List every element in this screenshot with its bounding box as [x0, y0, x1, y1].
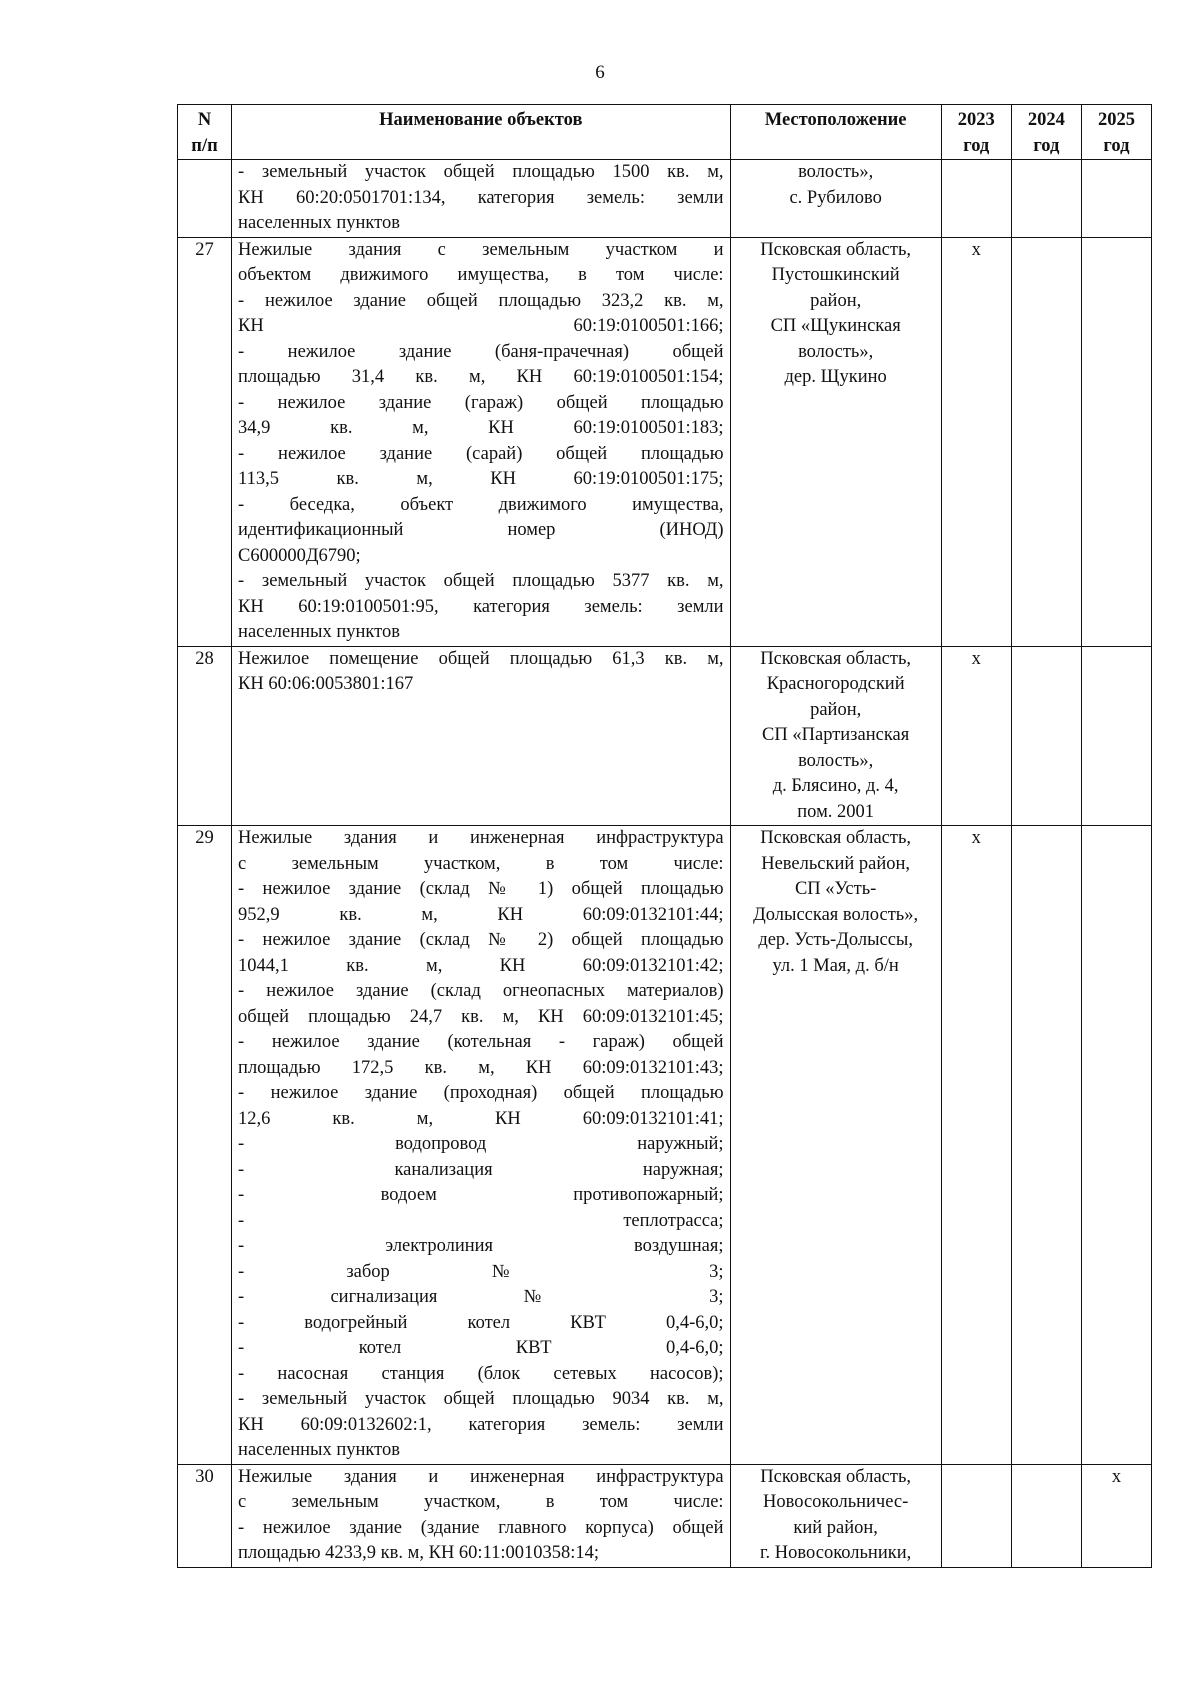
object-description-line: - нежилое здание (склад № 2) общей площадью: [238, 930, 724, 950]
row-number: 30: [178, 1464, 232, 1567]
object-location-line: Псковская область,: [760, 239, 912, 260]
year-2023-mark: x: [941, 237, 1011, 646]
object-description-line: - нежилое здание (склад огнеопасных материалов): [238, 981, 724, 1001]
object-description-line: - нежилое здание (сарай) общей площадью: [238, 443, 724, 464]
header-year-2024: [1011, 105, 1081, 160]
header-year-2024-number: 2024: [1027, 110, 1065, 130]
object-description-line: 12,6 кв. м, КН 60:09:0132101:41;: [238, 1108, 724, 1129]
object-description-line: - водогрейный котел КВТ 0,4-6,0;: [238, 1312, 724, 1333]
object-description-line: с земельным участком, в том числе:: [238, 1492, 724, 1512]
object-description-line: - нежилое здание общей площадью 323,2 кв. м,: [238, 290, 724, 311]
object-description-line: 1044,1 кв. м, КН 60:09:0132101:42;: [238, 955, 724, 976]
object-description-line: - котел КВТ 0,4-6,0;: [238, 1338, 724, 1358]
object-location-line: г. Новосокольники,: [760, 1543, 912, 1563]
object-description-line: - нежилое здание (котельная - гараж) общей: [238, 1032, 724, 1052]
object-location-line: с. Рубилово: [789, 187, 882, 208]
object-location-line: д. Блясино, д. 4,: [772, 776, 899, 796]
object-location-line: район,: [810, 699, 862, 720]
object-description-line: Нежилое помещение общей площадью 61,3 кв. м,: [238, 648, 724, 669]
object-description-line: площадью 172,5 кв. м, КН 60:09:0132101:43;: [238, 1057, 724, 1078]
object-location-line: СП «Усть-: [794, 879, 877, 899]
object-description-line: - беседка, объект движимого имущества,: [238, 494, 724, 515]
object-description-line: объектом движимого имущества, в том числе:: [238, 265, 724, 285]
object-description-line: с земельным участком, в том числе:: [238, 853, 724, 874]
object-description: [232, 237, 731, 646]
object-description-line: КН 60:19:0100501:95, категория земель: земли: [238, 596, 724, 617]
object-description-line: площадью 31,4 кв. м, КН 60:19:0100501:154;: [238, 367, 724, 387]
header-number-line1: N: [197, 110, 212, 130]
object-location-line: Красногородский: [766, 674, 905, 694]
object-description-line: Нежилые здания и инженерная инфраструктура: [238, 1466, 724, 1487]
page-number: 6: [595, 62, 605, 83]
object-description-line: - нежилое здание (баня-прачечная) общей: [238, 341, 724, 362]
object-location: [730, 1464, 941, 1567]
object-description-line: населенных пунктов: [238, 622, 400, 642]
year-2025-mark: x: [1081, 1464, 1151, 1567]
row-number: 28: [178, 646, 232, 826]
object-description: [232, 646, 731, 826]
object-description-line: С600000Д6790;: [238, 545, 361, 566]
object-description-line: идентификационный номер (ИНОД): [238, 520, 724, 540]
header-location: Местоположение: [730, 105, 941, 160]
object-location-line: кий район,: [793, 1517, 878, 1538]
object-location-line: Новосокольничес-: [763, 1492, 909, 1512]
table-row: [178, 237, 1152, 646]
object-description-line: - канализация наружная;: [238, 1159, 724, 1180]
object-location-line: волость»,: [798, 750, 874, 771]
object-description-line: КН 60:06:0053801:167: [238, 674, 414, 694]
table-row: [178, 1464, 1152, 1567]
year-2024-mark: [1011, 826, 1081, 1465]
object-description-line: 34,9 кв. м, КН 60:19:0100501:183;: [238, 418, 724, 438]
object-description: [232, 1464, 731, 1567]
object-description-line: 113,5 кв. м, КН 60:19:0100501:175;: [238, 469, 724, 489]
object-location: [730, 826, 941, 1465]
object-description-line: 952,9 кв. м, КН 60:09:0132101:44;: [238, 904, 724, 925]
object-description-line: - нежилое здание (гараж) общей площадью: [238, 392, 724, 413]
year-2025-mark: [1081, 237, 1151, 646]
header-year-2023-label: год: [963, 136, 990, 156]
year-2025-mark: [1081, 646, 1151, 826]
object-description: [232, 826, 731, 1465]
year-2023-mark: [941, 160, 1011, 238]
object-description-line: - нежилое здание (здание главного корпуса) общей: [238, 1517, 724, 1538]
row-number: 29: [178, 826, 232, 1465]
table-row: [178, 160, 1152, 238]
object-description-line: - теплотрасса;: [238, 1210, 724, 1231]
object-description-line: КН 60:20:0501701:134, категория земель: земли: [238, 187, 724, 208]
objects-table: [177, 104, 1152, 1568]
object-location-line: Псковская область,: [760, 1466, 912, 1487]
year-2024-mark: [1011, 1464, 1081, 1567]
object-description-line: - нежилое здание (склад № 1) общей площадью: [238, 879, 724, 899]
object-location-line: Пустошкинский: [771, 265, 900, 285]
object-description-line: - нежилое здание (проходная) общей площадью: [238, 1083, 724, 1103]
object-location: [730, 160, 941, 238]
object-location-line: район,: [810, 290, 862, 311]
header-object-name: Наименование объектов: [232, 105, 731, 160]
object-description-line: - забор № 3;: [238, 1261, 724, 1282]
year-2025-mark: [1081, 160, 1151, 238]
object-description-line: площадью 4233,9 кв. м, КН 60:11:0010358:14;: [238, 1543, 600, 1563]
object-location: [730, 237, 941, 646]
object-description-line: - электролиния воздушная;: [238, 1236, 724, 1256]
header-year-2025: [1081, 105, 1151, 160]
object-location-line: дер. Усть-Долыссы,: [758, 930, 913, 950]
header-year-2024-label: год: [1033, 136, 1060, 156]
object-description: [232, 160, 731, 238]
object-description-line: КН 60:09:0132602:1, категория земель: земли: [238, 1414, 724, 1435]
object-location-line: Невельский район,: [761, 853, 911, 874]
object-location-line: Долысская волость»,: [753, 904, 919, 925]
object-location-line: СП «Партизанская: [762, 725, 910, 745]
object-description-line: - водоем противопожарный;: [238, 1185, 724, 1205]
object-description-line: - земельный участок общей площадью 5377 кв. м,: [238, 571, 724, 591]
table-body: [178, 160, 1152, 1568]
object-location-line: ул. 1 Мая, д. б/н: [772, 955, 899, 976]
table-row: [178, 646, 1152, 826]
object-description-line: - земельный участок общей площадью 1500 кв. м,: [238, 162, 724, 182]
object-description-line: КН 60:19:0100501:166;: [238, 316, 724, 336]
object-location-line: пом. 2001: [797, 801, 875, 822]
object-description-line: Нежилые здания и инженерная инфраструктура: [238, 828, 724, 848]
object-location-line: волость»,: [798, 162, 874, 182]
object-location: [730, 646, 941, 826]
object-description-line: - земельный участок общей площадью 9034 кв. м,: [238, 1389, 724, 1409]
year-2024-mark: [1011, 237, 1081, 646]
header-year-2023-number: 2023: [957, 110, 995, 130]
object-description-line: общей площадью 24,7 кв. м, КН 60:09:0132101:45;: [238, 1006, 724, 1027]
header-number: [178, 105, 232, 160]
header-number-line2: п/п: [191, 136, 218, 156]
object-location-line: волость»,: [798, 341, 874, 362]
year-2023-mark: x: [941, 646, 1011, 826]
object-description-line: - сигнализация № 3;: [238, 1287, 724, 1307]
year-2025-mark: [1081, 826, 1151, 1465]
object-location-line: дер. Щукино: [784, 367, 887, 387]
object-description-line: населенных пунктов: [238, 213, 400, 233]
object-description-line: - насосная станция (блок сетевых насосов);: [238, 1363, 724, 1384]
row-number: [178, 160, 232, 238]
row-number: 27: [178, 237, 232, 646]
year-2024-mark: [1011, 160, 1081, 238]
table-row: [178, 826, 1152, 1465]
object-location-line: Псковская область,: [760, 828, 912, 848]
year-2023-mark: x: [941, 826, 1011, 1465]
object-location-line: СП «Щукинская: [770, 316, 901, 336]
object-location-line: Псковская область,: [760, 648, 912, 669]
header-year-2025-label: год: [1103, 136, 1130, 156]
object-description-line: Нежилые здания с земельным участком и: [238, 239, 724, 260]
header-year-2023: [941, 105, 1011, 160]
year-2023-mark: [941, 1464, 1011, 1567]
year-2024-mark: [1011, 646, 1081, 826]
header-year-2025-number: 2025: [1097, 110, 1135, 130]
object-description-line: населенных пунктов: [238, 1440, 400, 1460]
object-description-line: - водопровод наружный;: [238, 1134, 724, 1154]
table-header-row: [178, 105, 1152, 160]
